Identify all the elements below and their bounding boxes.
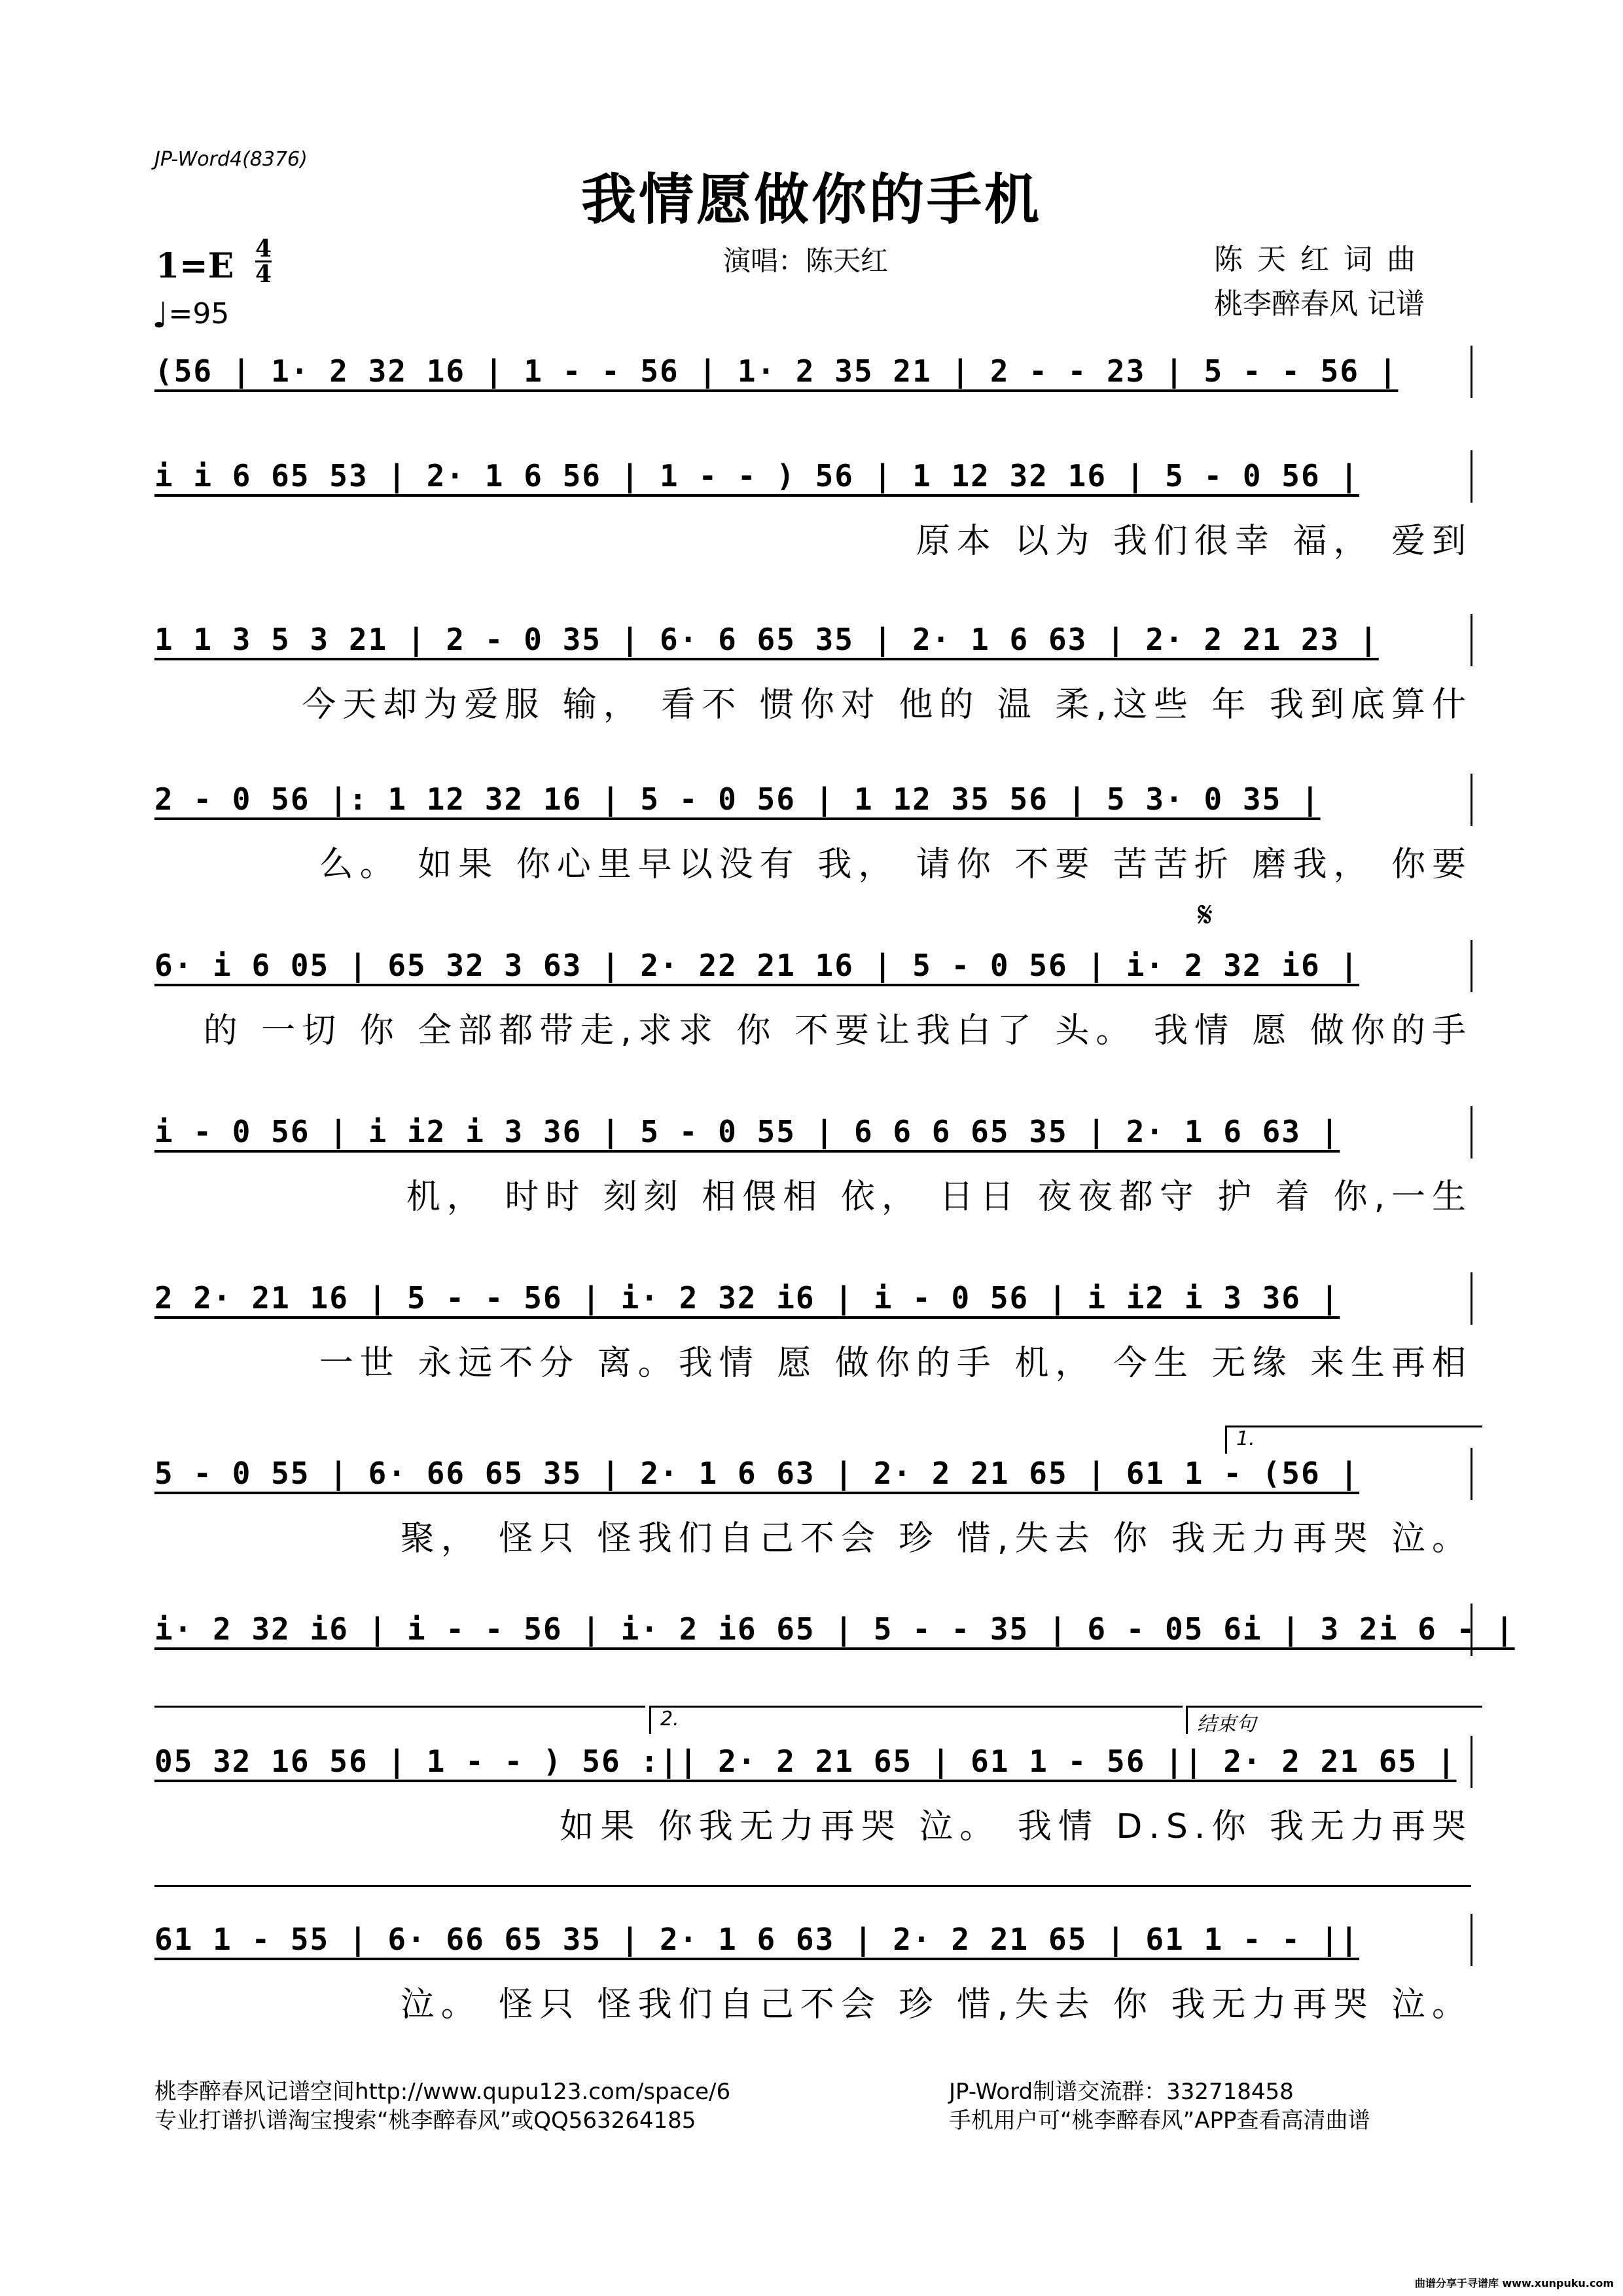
lyric-line: 的 一切 你 全部都带走,求求 你 不要让我白了 头。 我情 愿 做你的手 xyxy=(203,1011,1472,1050)
barline-end xyxy=(1471,1448,1472,1500)
barline-end xyxy=(1471,1736,1472,1788)
volta-1-bracket: 1. xyxy=(1225,1426,1482,1454)
score-system-1 xyxy=(154,353,1472,389)
barline-end xyxy=(1471,346,1472,398)
barline-end xyxy=(1471,940,1472,992)
time-signature-top: 4 xyxy=(255,235,272,262)
lyric-line: 原本 以为 我们很幸 福， 爱到 xyxy=(916,522,1472,561)
notation-line: 6· i 6 05 | 65 32 3 63 | 2· 22 21 16 | 5 - 0 56 | i· 2 32 i6 | xyxy=(154,948,1360,983)
score-system-6 xyxy=(154,1114,1472,1217)
score-system-7 xyxy=(154,1280,1472,1383)
volta-2-bracket: 2. xyxy=(649,1706,1183,1734)
time-signature xyxy=(255,237,272,286)
tempo-marking xyxy=(152,295,229,336)
lyric-line: 机， 时时 刻刻 相偎相 依， 日日 夜夜都守 护 着 你,一生 xyxy=(406,1177,1472,1217)
lyric-line: 如果 你我无力再哭 泣。 我情 D.S.你 我无力再哭 xyxy=(560,1807,1472,1846)
score-system-11 xyxy=(154,1922,1472,2024)
quarter-note-icon: ♩ xyxy=(152,295,169,336)
score-system-10 xyxy=(154,1744,1472,1846)
barline-end xyxy=(1471,1106,1472,1158)
lyric-line: 聚， 怪只 怪我们自己不会 珍 惜,失去 你 我无力再哭 泣。 xyxy=(400,1519,1472,1558)
notation-line: 61 1 - 55 | 6· 66 65 35 | 2· 1 6 63 | 2· 2 21 65 | 61 1 - - || xyxy=(154,1922,1360,1957)
score-system-3 xyxy=(154,622,1472,725)
system-bracket-line xyxy=(154,1885,1471,1887)
song-title: 我情愿做你的手机 xyxy=(580,167,1042,232)
notation-line: 05 32 16 56 | 1 - - ) 56 :|| 2· 2 21 65 | 61 1 - 56 || 2· 2 21 65 | xyxy=(154,1744,1457,1779)
coda-bracket: 结束句 xyxy=(1186,1706,1482,1734)
score-system-5 xyxy=(154,894,1472,1050)
score-system-4 xyxy=(154,781,1472,884)
barline-end xyxy=(1471,614,1472,666)
notation-line: 5 - 0 55 | 6· 66 65 35 | 2· 1 6 63 | 2· 2 21 65 | 61 1 - (56 | xyxy=(154,1456,1360,1491)
footer-group-info: JP-Word制谱交流群：332718458 xyxy=(949,2079,1294,2105)
lyric-line: 一世 永远不分 离。我情 愿 做你的手 机， 今生 无缘 来生再相 xyxy=(319,1344,1472,1383)
transcriber-credit: 桃李醉春风 记谱 xyxy=(1214,287,1425,321)
footer-app-info: 手机用户可“桃李醉春风”APP查看高清曲谱 xyxy=(949,2108,1370,2134)
time-signature-bottom: 4 xyxy=(255,260,272,288)
lyric-line: 今天却为爱服 输， 看不 惯你对 他的 温 柔,这些 年 我到底算什 xyxy=(302,685,1472,725)
barline-end xyxy=(1471,1604,1472,1656)
segno-sign: 𝄋 xyxy=(1198,894,1213,935)
notation-line: i - 0 56 | i i2 i 3 36 | 5 - 0 55 | 6 6 6 65 35 | 2· 1 6 63 | xyxy=(154,1114,1340,1149)
lyric-line: 泣。 怪只 怪我们自己不会 珍 惜,失去 你 我无力再哭 泣。 xyxy=(400,1985,1472,2024)
score-system-9 xyxy=(154,1611,1515,1647)
score-system-2 xyxy=(154,458,1472,561)
barline-end xyxy=(1471,1272,1472,1325)
composer-credit: 陈天红词曲 xyxy=(1214,243,1430,276)
notation-line: (56 | 1· 2 32 16 | 1 - - 56 | 1· 2 35 21 | 2 - - 23 | 5 - - 56 | xyxy=(154,353,1399,389)
notation-line: 2 2· 21 16 | 5 - - 56 | i· 2 32 i6 | i - 0 56 | i i2 i 3 36 | xyxy=(154,1280,1340,1316)
notation-line: 1 1 3 5 3 21 | 2 - 0 35 | 6· 6 65 35 | 2· 1 6 63 | 2· 2 21 23 | xyxy=(154,622,1379,657)
site-watermark: 曲谱分享于寻谱库 www.xunpuku.com xyxy=(1414,2277,1614,2289)
tempo-value: =95 xyxy=(168,297,230,331)
barline-end xyxy=(1471,450,1472,503)
key-signature: 1=E xyxy=(156,246,234,286)
barline-end xyxy=(1471,1914,1472,1966)
singer-credit: 演唱：陈天红 xyxy=(723,245,889,277)
footer-shop-info: 专业打谱扒谱淘宝搜索“桃李醉春风”或QQ563264185 xyxy=(154,2108,696,2134)
score-system-8 xyxy=(154,1456,1472,1558)
notation-line: i i 6 65 53 | 2· 1 6 56 | 1 - - ) 56 | 1 12 32 16 | 5 - 0 56 | xyxy=(154,458,1360,493)
system-bracket-line xyxy=(154,1706,645,1708)
notation-line: i· 2 32 i6 | i - - 56 | i· 2 i6 65 | 5 - - 35 | 6 - 05 6i | 3 2i 6 - | xyxy=(154,1611,1515,1647)
software-version: JP-Word4(8376) xyxy=(154,148,308,171)
notation-line: 2 - 0 56 |: 1 12 32 16 | 5 - 0 56 | 1 12 35 56 | 5 3· 0 35 | xyxy=(154,781,1321,817)
barline-end xyxy=(1471,774,1472,826)
lyric-line: 么。 如果 你心里早以没有 我， 请你 不要 苦苦折 磨我， 你要 xyxy=(319,845,1472,884)
footer-website: 桃李醉春风记谱空间http://www.qupu123.com/space/6 xyxy=(154,2079,731,2105)
